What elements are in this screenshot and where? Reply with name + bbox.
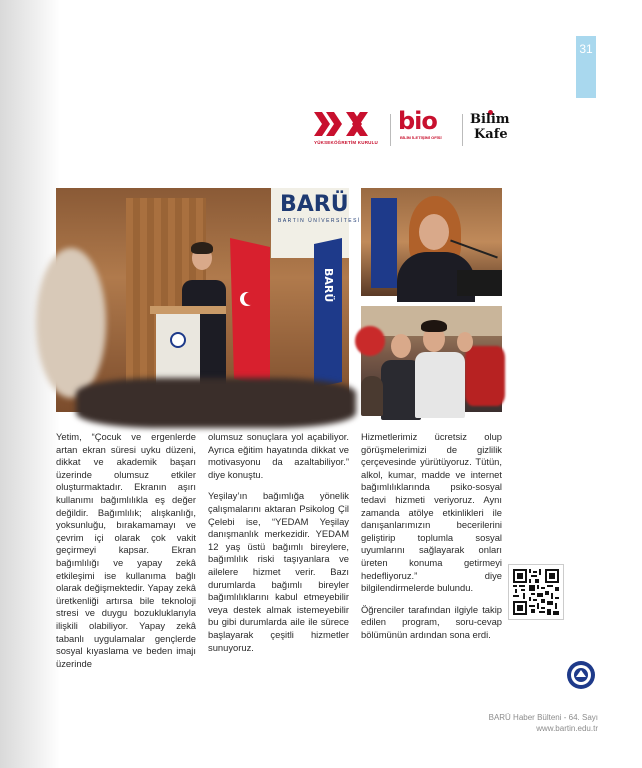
audience-photo — [361, 306, 502, 412]
banner-subtitle: BARTIN ÜNİVERSİTESİ — [278, 218, 361, 224]
website-link[interactable]: www.bartin.edu.tr — [536, 724, 598, 733]
barus-flag — [314, 238, 342, 388]
bulletin-issue: BARÜ Haber Bülteni - 64. Sayı — [488, 713, 598, 722]
speaker-photo — [56, 188, 361, 412]
audience-hair — [421, 320, 447, 332]
foreground-audience-head — [36, 248, 106, 398]
banner-title: BARÜ — [280, 192, 349, 217]
audience-face — [457, 332, 473, 352]
logo-divider — [390, 114, 391, 146]
university-seal-icon — [566, 660, 596, 690]
paragraph: Hizmetlerimiz ücretsiz olup görüşmelerimizi de gizlilik çerçevesinde yürütüyoruz. Tütün, alkol, kumar, madde ve internet bağımlılıklarında psiko-sosyal tedavi hizmeti veriyoruz. Aynı zamanda atölye etkinlikleri ile danışanlarımızın becerilerini geliştirip toplumla sosyal uyumlarını sağlayarak onları üreten konuma getirmeyi hedefliyoruz.” diye bilgilendirmelerde bulundu. — [361, 431, 502, 594]
yok-logo — [312, 110, 384, 150]
turkish-flag — [230, 238, 270, 388]
text-column-3 — [361, 431, 502, 642]
audience-body — [361, 376, 383, 416]
logo-divider — [462, 114, 463, 146]
text-column-2 — [208, 431, 349, 654]
podium-seal — [170, 332, 186, 348]
paragraph: Yeşilay’ın bağımlığa yönelik çalışmalarını aktaran Psikolog Çil Çelebi ise, “YEDAM Yeşilay danışmanlık merkezidir. YEDAM 12 yaş üstü bağımlı bireylere, bağımlılık riski taşıyanlara ve ailelere hizmet verir. Bazı durumlarda bağımlı bireyler bağımlılıklarını kabul etmeyebilir veya destek almak istemeyebilir bu gibi durumlarda aile ile sürece başlayarak çeşitli hizmetler sunuyoruz. — [208, 490, 349, 653]
page-number: 31 — [579, 42, 593, 56]
speaker-face — [419, 214, 449, 250]
audience-body-white — [415, 352, 465, 418]
text-column-1 — [56, 431, 196, 670]
bilim-kafe-logo — [470, 110, 512, 150]
speaker-hair — [191, 242, 213, 254]
paragraph: Yetim, “Çocuk ve ergenlerde artan ekran süresi uyku düzeni, dikkat ve akademik başarı üzerinde olumsuz etkiler oluşturmaktadır. Ekranın aşırı kullanımı bağımlılıkla eş değer değildir. Bağımlılık; alışkanlığı, yoksunluğu, bırakamamayı ve çevrim içi olarak çok vakit geçirmeyi kapsar. Ekran bağımlılığı ve yapay zekâ etkileşimi ise kullanıma bağlı olarak değişmektedir. Yapay zekâ üretkenliği artırsa bile teknoloji stresi ve duygu bozukluklarıyla ilişkili olabiliyor. Yapay zekâ tabanlı uygulamalar gençlerde sosyal kıyaslama ve beden imajı üzerinde — [56, 431, 196, 669]
partner-logos — [312, 108, 512, 152]
bio-logo — [398, 108, 454, 152]
barus-flag-small — [371, 198, 397, 288]
yok-caption: YÜKSEKÖĞRETİM KURULU — [314, 140, 379, 145]
kafe-word: Kafe — [474, 127, 508, 142]
paragraph: olumsuz sonuçlara yol açabiliyor. Ayrıca eğitim hayatında dikkat ve motivasyonu da azaltabiliyor.” diye konuştu. — [208, 431, 349, 480]
qr-code[interactable] — [508, 564, 564, 620]
audience-face — [391, 334, 411, 358]
red-seat — [355, 326, 385, 356]
podium-top — [150, 306, 226, 314]
audience-heads — [76, 378, 356, 428]
page-number-tab — [576, 36, 596, 98]
bio-wordmark: bio — [398, 107, 437, 135]
red-seat — [465, 346, 505, 406]
page-footer — [489, 712, 598, 734]
podium-monitor — [457, 270, 502, 296]
barus-flag-text: BARÜ — [322, 268, 335, 303]
bio-caption: BİLİM İLETİŞİMİ OFİSİ — [400, 135, 442, 140]
paragraph: Öğrenciler tarafından ilgiyle takip edilen program, soru-cevap bölümünün ardından sona erdi. — [361, 603, 502, 640]
flag-crescent-cut — [244, 292, 256, 305]
female-speaker-photo — [361, 188, 502, 296]
bilim-word: Bilim — [470, 112, 510, 127]
